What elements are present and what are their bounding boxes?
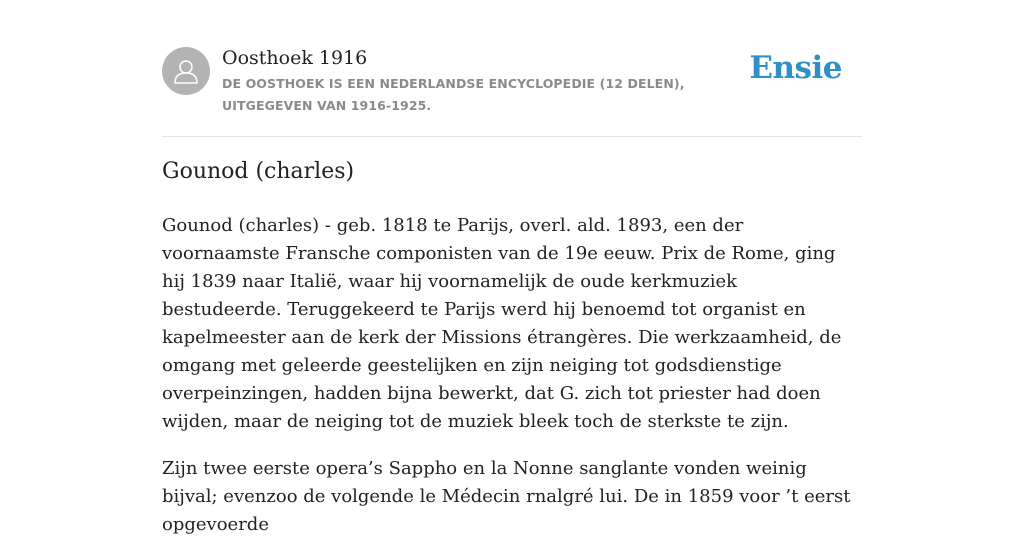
- user-avatar-icon: [171, 56, 201, 86]
- source-description: DE OOSTHOEK IS EEN NEDERLANDSE ENCYCLOPEDIE (12 DELEN), UITGEGEVEN VAN 1916-1925.: [222, 76, 685, 113]
- article-paragraph: Gounod (charles) - geb. 1818 te Parijs, overl. ald. 1893, een der voornaamste Fransche componisten van de 19e eeuw. Prix de Rome, ging hij 1839 naar Italië, waar hij voornamelijk de oude kerkmuziek bestudeerde. Teruggekeerd te Parijs werd hij benoemd tot organist en kapelmeester aan de kerk der Missions étrangères. Die werkzaamheid, de omgang met geleerde geestelijken en zijn neiging tot godsdienstige overpeinzingen, hadden bijna bewerkt, dat G. zich tot priester had doen wijden, maar de neiging tot de muziek bleek toch de sterkste te zijn.: [162, 215, 842, 432]
- ensie-logo[interactable]: Ensie: [749, 50, 842, 86]
- article-body: [162, 212, 862, 558]
- source-avatar[interactable]: [162, 47, 210, 95]
- article-paragraph: Zijn twee eerste opera’s Sappho en la Nonne sanglante vonden weinig bijval; evenzoo de volgende le Médecin rnalgré lui. De in 1859 voor ’t eerst opgevoerde: [162, 458, 851, 535]
- article-title: Gounod (charles): [162, 159, 355, 184]
- source-header: [162, 44, 862, 137]
- source-title[interactable]: Oosthoek 1916: [222, 47, 368, 69]
